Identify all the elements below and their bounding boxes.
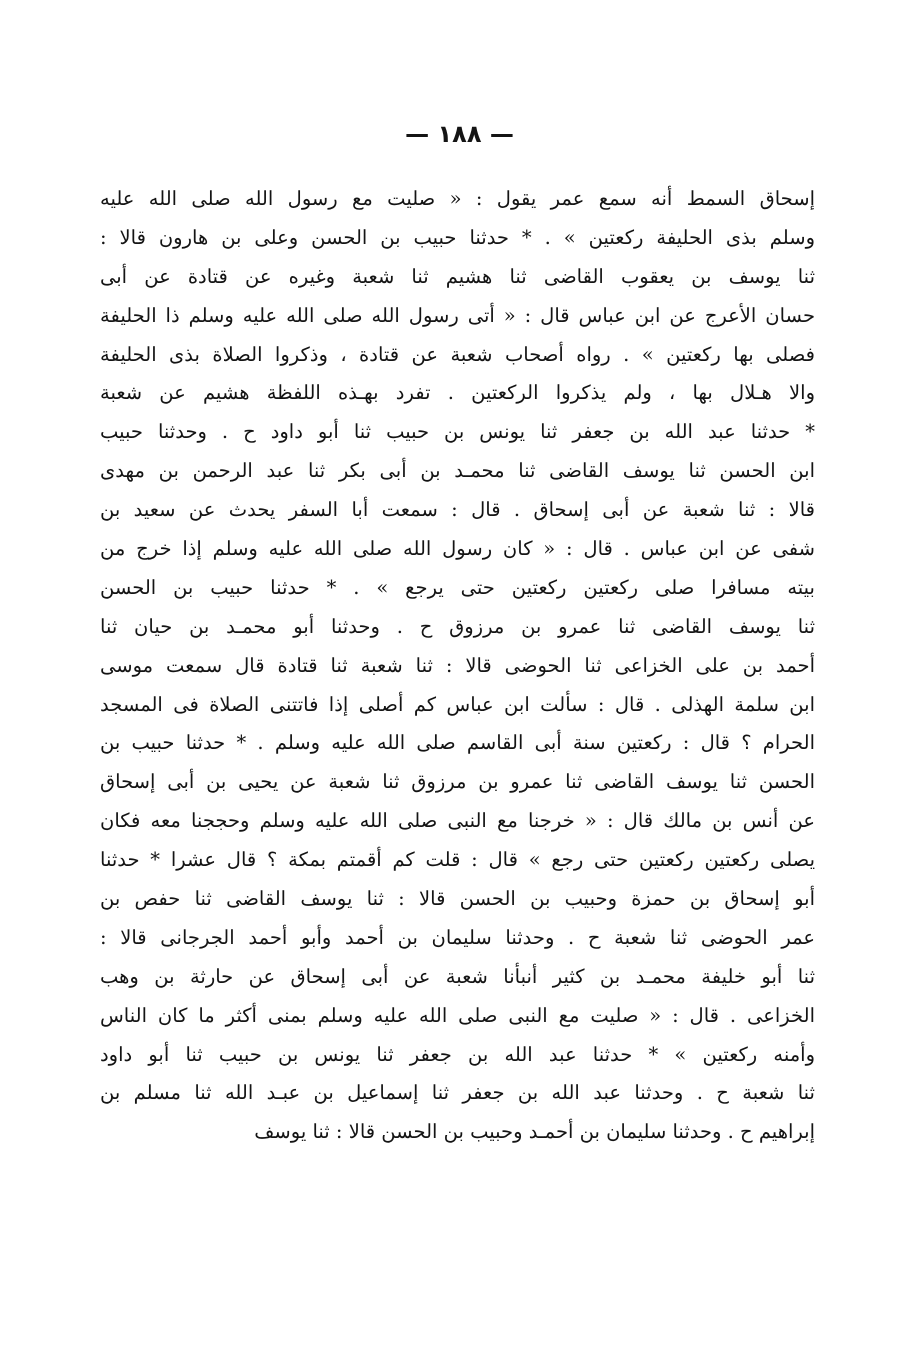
text-line: ابن سلمة الهذلى . قال : سألت ابن عباس كم أصلى إذا فاتتنى الصلاة فى المسجد: [100, 692, 815, 716]
text-line: ثنا يوسف القاضى ثنا عمرو بن مرزوق ح . وحدثنا أبو محمـد بن حيان ثنا: [100, 614, 815, 638]
text-line: والا هـلال بها ، ولم يذكروا الركعتين . تفرد بهـذه اللفظة هشيم عن شعبة: [100, 381, 815, 405]
text-line: إبراهيم ح . وحدثنا سليمان بن أحمـد وحبيب بن الحسن قالا : ثنا يوسف: [254, 1120, 815, 1144]
text-line: ثنا شعبة ح . وحدثنا عبد الله بن جعفر ثنا إسماعيل بن عبـد الله ثنا مسلم بن: [100, 1081, 815, 1105]
text-line: ابن الحسن ثنا يوسف القاضى ثنا محمـد بن أبى بكر ثنا عبد الرحمن بن مهدى: [100, 459, 815, 483]
text-line: يصلى ركعتين ركعتين حتى رجع » قال : قلت كم أقمتم بمكة ؟ قال عشرا * حدثنا: [100, 848, 815, 872]
text-line: * حدثنا عبد الله بن جعفر ثنا يونس بن حبيب ثنا أبو داود ح . وحدثنا حبيب: [100, 420, 815, 444]
text-line: فصلى بها ركعتين » . رواه أصحاب شعبة عن قتادة ، وذكروا الصلاة بذى الحليفة: [100, 342, 815, 366]
text-line: وأمنه ركعتين » * حدثنا عبد الله بن جعفر ثنا يونس بن حبيب ثنا أبو داود: [100, 1042, 815, 1066]
text-line: إسحاق السمط أنه سمع عمر يقول : « صليت مع رسول الله صلى الله عليه: [100, 187, 815, 210]
text-line: حسان الأعرج عن ابن عباس قال : « أتى رسول الله صلى الله عليه وسلم ذا الحليفة: [100, 303, 815, 327]
text-line: قالا : ثنا شعبة عن أبى إسحاق . قال : سمعت أبا السفر يحدث عن سعيد بن: [100, 498, 815, 522]
text-line: أحمد بن على الخزاعى ثنا الحوضى قالا : ثنا شعبة ثنا قتادة قال سمعت موسى: [100, 653, 815, 677]
text-line: الخزاعى . قال : « صليت مع النبى صلى الله عليه وسلم بمنى أكثر ما كان الناس: [100, 1003, 815, 1027]
page-number: — ١٨٨ —: [405, 120, 514, 148]
page-body-text: [100, 180, 815, 1152]
text-line: شفى عن ابن عباس . قال : « كان رسول الله صلى الله عليه وسلم إذا خرج من: [100, 537, 815, 561]
text-line: عمر الحوضى ثنا شعبة ح . وحدثنا سليمان بن أحمد وأبو أحمد الجرجانى قالا :: [100, 925, 815, 949]
text-line: وسلم بذى الحليفة ركعتين » . * حدثنا حبيب بن الحسن وعلى بن هارون قالا :: [100, 225, 815, 249]
text-line: ثنا يوسف بن يعقوب القاضى ثنا هشيم ثنا شعبة وغيره عن قتادة عن أبى: [100, 264, 815, 288]
text-line: ثنا أبو خليفة محمـد بن كثير أنبأنا شعبة عن أبى إسحاق عن حارثة بن وهب: [100, 964, 815, 988]
text-line: أبو إسحاق بن حمزة وحبيب بن الحسن قالا : ثنا يوسف القاضى ثنا حفص بن: [100, 887, 815, 911]
text-line: الحرام ؟ قال : ركعتين سنة أبى القاسم صلى الله عليه وسلم . * حدثنا حبيب بن: [100, 731, 815, 755]
text-line: عن أنس بن مالك قال : « خرجنا مع النبى صلى الله عليه وسلم وحججنا معه فكان: [100, 809, 815, 833]
text-line: بيته مسافرا صلى ركعتين ركعتين حتى يرجع » . * حدثنا حبيب بن الحسن: [100, 575, 815, 599]
text-line: الحسن ثنا يوسف القاضى ثنا عمرو بن مرزوق ثنا شعبة عن يحيى بن أبى إسحاق: [100, 770, 815, 794]
